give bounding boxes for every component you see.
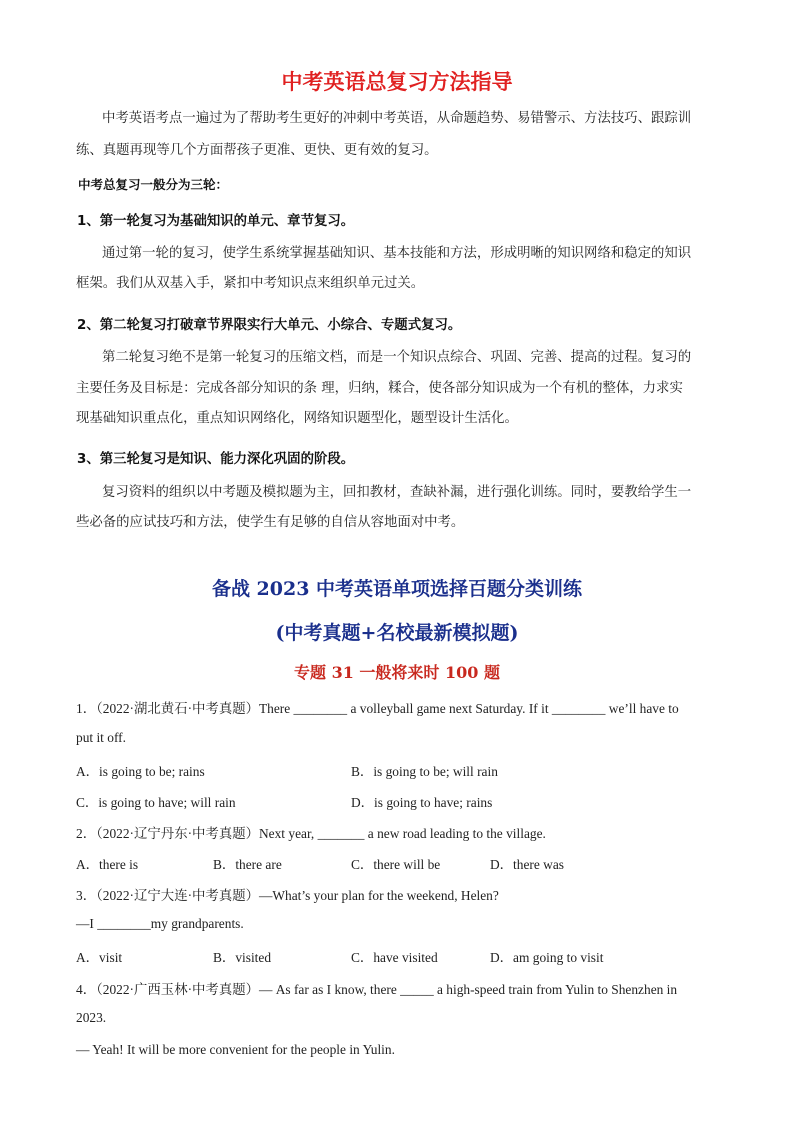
- question-3-line: —I ________my grandparents.: [76, 916, 244, 931]
- round1-paragraph-line: 通过第一轮的复习，使学生系统掌握基础知识、基本技能和方法，形成明晰的知识网络和稳定的知识: [102, 246, 692, 261]
- round2-heading: 2、第二轮复习打破章节界限实行大单元、小综合、专题式复习。: [77, 318, 462, 333]
- question-1-option-d: D．is going to have; rains: [351, 795, 493, 810]
- question-2-line: 2．（2022·辽宁丹东·中考真题）Next year, _______ a new road leading to the village.: [76, 826, 546, 841]
- exercise-subtitle: (中考真题+名校最新模拟题): [275, 622, 519, 644]
- question-2-option-d: D．there was: [490, 857, 564, 872]
- intro-paragraph-line: 练、真题再现等几个方面帮孩子更准、更快、更有效的复习。: [76, 143, 438, 158]
- round2-paragraph-line: 主要任务及目标是：完成各部分知识的条 理，归纳，糅合，使各部分知识成为一个有机的整体，力求实: [76, 381, 683, 396]
- question-2-option-b: B．there are: [213, 857, 282, 872]
- round2-paragraph-line: 第二轮复习绝不是第一轮复习的压缩文档，而是一个知识点综合、巩固、完善、提高的过程。复习的: [102, 350, 692, 365]
- question-4-line: 2023.: [76, 1010, 107, 1025]
- question-4-line: 4．（2022·广西玉林·中考真题）— As far as I know, there _____ a high-speed train from Yulin to Shenzhen in: [76, 982, 678, 997]
- round3-heading: 3、第三轮复习是知识、能力深化巩固的阶段。: [77, 452, 355, 467]
- round1-heading: 1、第一轮复习为基础知识的单元、章节复习。: [77, 214, 355, 229]
- question-1-option-c: C．is going to have; will rain: [76, 795, 236, 810]
- question-3-option-b: B．visited: [213, 950, 272, 965]
- question-1-option-a: A．is going to be; rains: [76, 764, 205, 779]
- question-3-line: 3．（2022·辽宁大连·中考真题）—What’s your plan for the weekend, Helen?: [76, 888, 499, 903]
- rounds-heading: 中考总复习一般分为三轮：: [78, 177, 229, 192]
- question-2-option-c: C．there will be: [351, 857, 441, 872]
- question-3-option-a: A．visit: [76, 950, 123, 965]
- question-1-line: put it off.: [76, 730, 126, 745]
- question-1-line: 1．（2022·湖北黄石·中考真题）There ________ a volleyball game next Saturday. If it ________ we’ll have to: [76, 701, 679, 716]
- round1-paragraph-line: 框架。我们从双基入手，紧扣中考知识点来组织单元过关。: [76, 276, 425, 291]
- intro-paragraph-line: 中考英语考点一遍过为了帮助考生更好的冲刺中考英语，从命题趋势、易错警示、方法技巧、跟踪训: [102, 111, 692, 126]
- question-3-option-d: D．am going to visit: [490, 950, 604, 965]
- question-4-line: — Yeah! It will be more convenient for the people in Yulin.: [76, 1042, 395, 1057]
- topic-heading: 专题 31 一般将来时 100 题: [294, 663, 500, 682]
- round3-paragraph-line: 些必备的应试技巧和方法，使学生有足够的自信从容地面对中考。: [76, 515, 465, 530]
- question-2-option-a: A．there is: [76, 857, 139, 872]
- page-title: 中考英语总复习方法指导: [281, 70, 513, 94]
- round2-paragraph-line: 现基础知识重点化，重点知识网络化，网络知识题型化，题型设计生活化。: [76, 411, 518, 426]
- round3-paragraph-line: 复习资料的组织以中考题及模拟题为主，回扣教材，查缺补漏，进行强化训练。同时，要教给学生一: [102, 485, 692, 500]
- question-3-option-c: C．have visited: [351, 950, 438, 965]
- question-1-option-b: B．is going to be; will rain: [351, 764, 498, 779]
- exercise-title: 备战 2023 中考英语单项选择百题分类训练: [211, 578, 583, 600]
